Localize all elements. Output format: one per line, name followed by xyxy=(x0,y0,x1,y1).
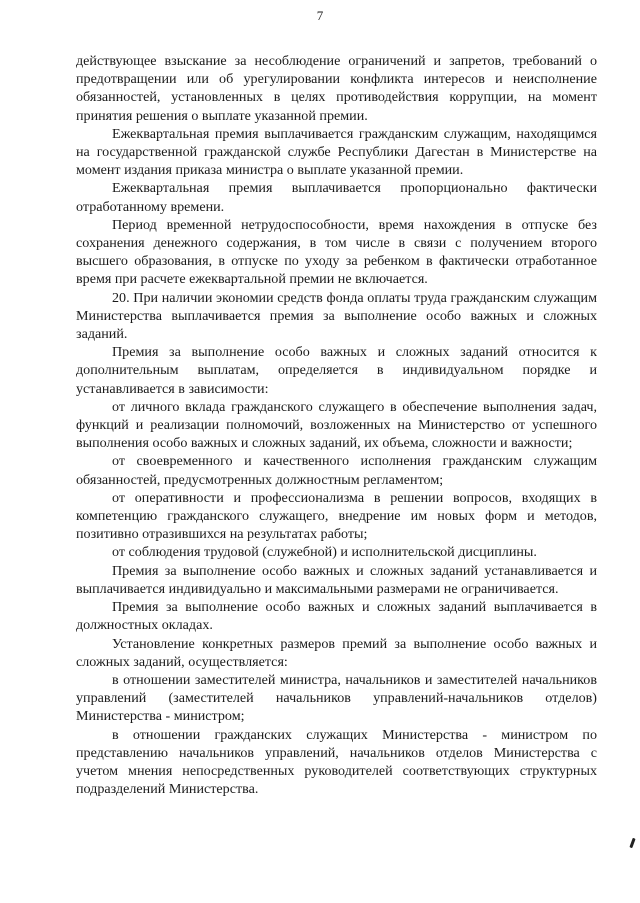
list-item-civil-servants: в отношении гражданских служащих Министерства - министром по представлению начальников управлений, начальников отделов Министерства с учетом мнения непосредственных руководителей соответствующих структурных подразделений Министерства. xyxy=(76,726,597,798)
paragraph-quarterly-bonus-proportional: Ежеквартальная премия выплачивается пропорционально фактически отработанному времени. xyxy=(76,180,597,215)
list-item-discipline: от соблюдения трудовой (служебной) и исполнительской дисциплины. xyxy=(112,544,537,561)
paragraph-continuation: действующее взыскание за несоблюдение ограничений и запретов, требований о предотвращении или об урегулировании конфликта интересов и неисполнение обязанностей, установленных в целях противодействия коррупции, на момент принятия решения о выплате указанной премии. xyxy=(76,53,597,124)
list-item-personal-contribution: от личного вклада гражданского служащего в обеспечение выполнения задач, функций и реализации полномочий, возложенных на Министерство от успешного выполнения особо важных и сложных заданий, их объема, сложности и важности; xyxy=(76,398,597,452)
list-item-timely-execution: от своевременного и качественного исполнения гражданским служащим обязанностей, предусмотренных должностным регламентом; xyxy=(76,453,597,488)
paragraph-quarterly-bonus-eligibility: Ежеквартальная премия выплачивается гражданским служащим, находящимся на государственной гражданской службе Республики Дагестан в Министерстве на момент издания приказа министра о выплате указанной премии. xyxy=(76,125,597,179)
document-body xyxy=(76,52,597,798)
paragraph-special-bonus-definition: Премия за выполнение особо важных и сложных заданий относится к дополнительным выплатам, определяется в индивидуальном порядке и устанавливается в зависимости: xyxy=(76,344,597,397)
list-item-efficiency: от оперативности и профессионализма в решении вопросов, входящих в компетенцию гражданского служащего, внедрение им новых форм и методов, позитивно отразившихся на результатах работы; xyxy=(76,489,597,543)
page-number: 7 xyxy=(316,8,324,23)
paragraph-item-20: 20. При наличии экономии средств фонда оплаты труда гражданским служащим Министерства выплачивается премия за выполнение особо важных и сложных заданий. xyxy=(76,289,597,343)
scan-artifact xyxy=(629,838,635,848)
paragraph-special-bonus-salary-basis: Премия за выполнение особо важных и сложных заданий выплачивается в должностных окладах. xyxy=(76,599,597,634)
paragraph-excluded-periods: Период временной нетрудоспособности, время нахождения в отпуске без сохранения денежного содержания, в том числе в связи с получением второго высшего образования, в отпуске по уходу за ребенком в фактически отработанное время при расчете ежеквартальной премии не включается. xyxy=(76,216,597,288)
list-item-deputies: в отношении заместителей министра, начальников и заместителей начальников управлений (заместителей начальников управлений-начальников отделов) Министерства - министром; xyxy=(76,671,597,725)
paragraph-special-bonus-unlimited: Премия за выполнение особо важных и сложных заданий устанавливается и выплачивается индивидуально и максимальными размерами не ограничивается. xyxy=(76,562,597,597)
paragraph-bonus-amount-setting: Установление конкретных размеров премий за выполнение особо важных и сложных заданий, осуществляется: xyxy=(76,635,597,670)
